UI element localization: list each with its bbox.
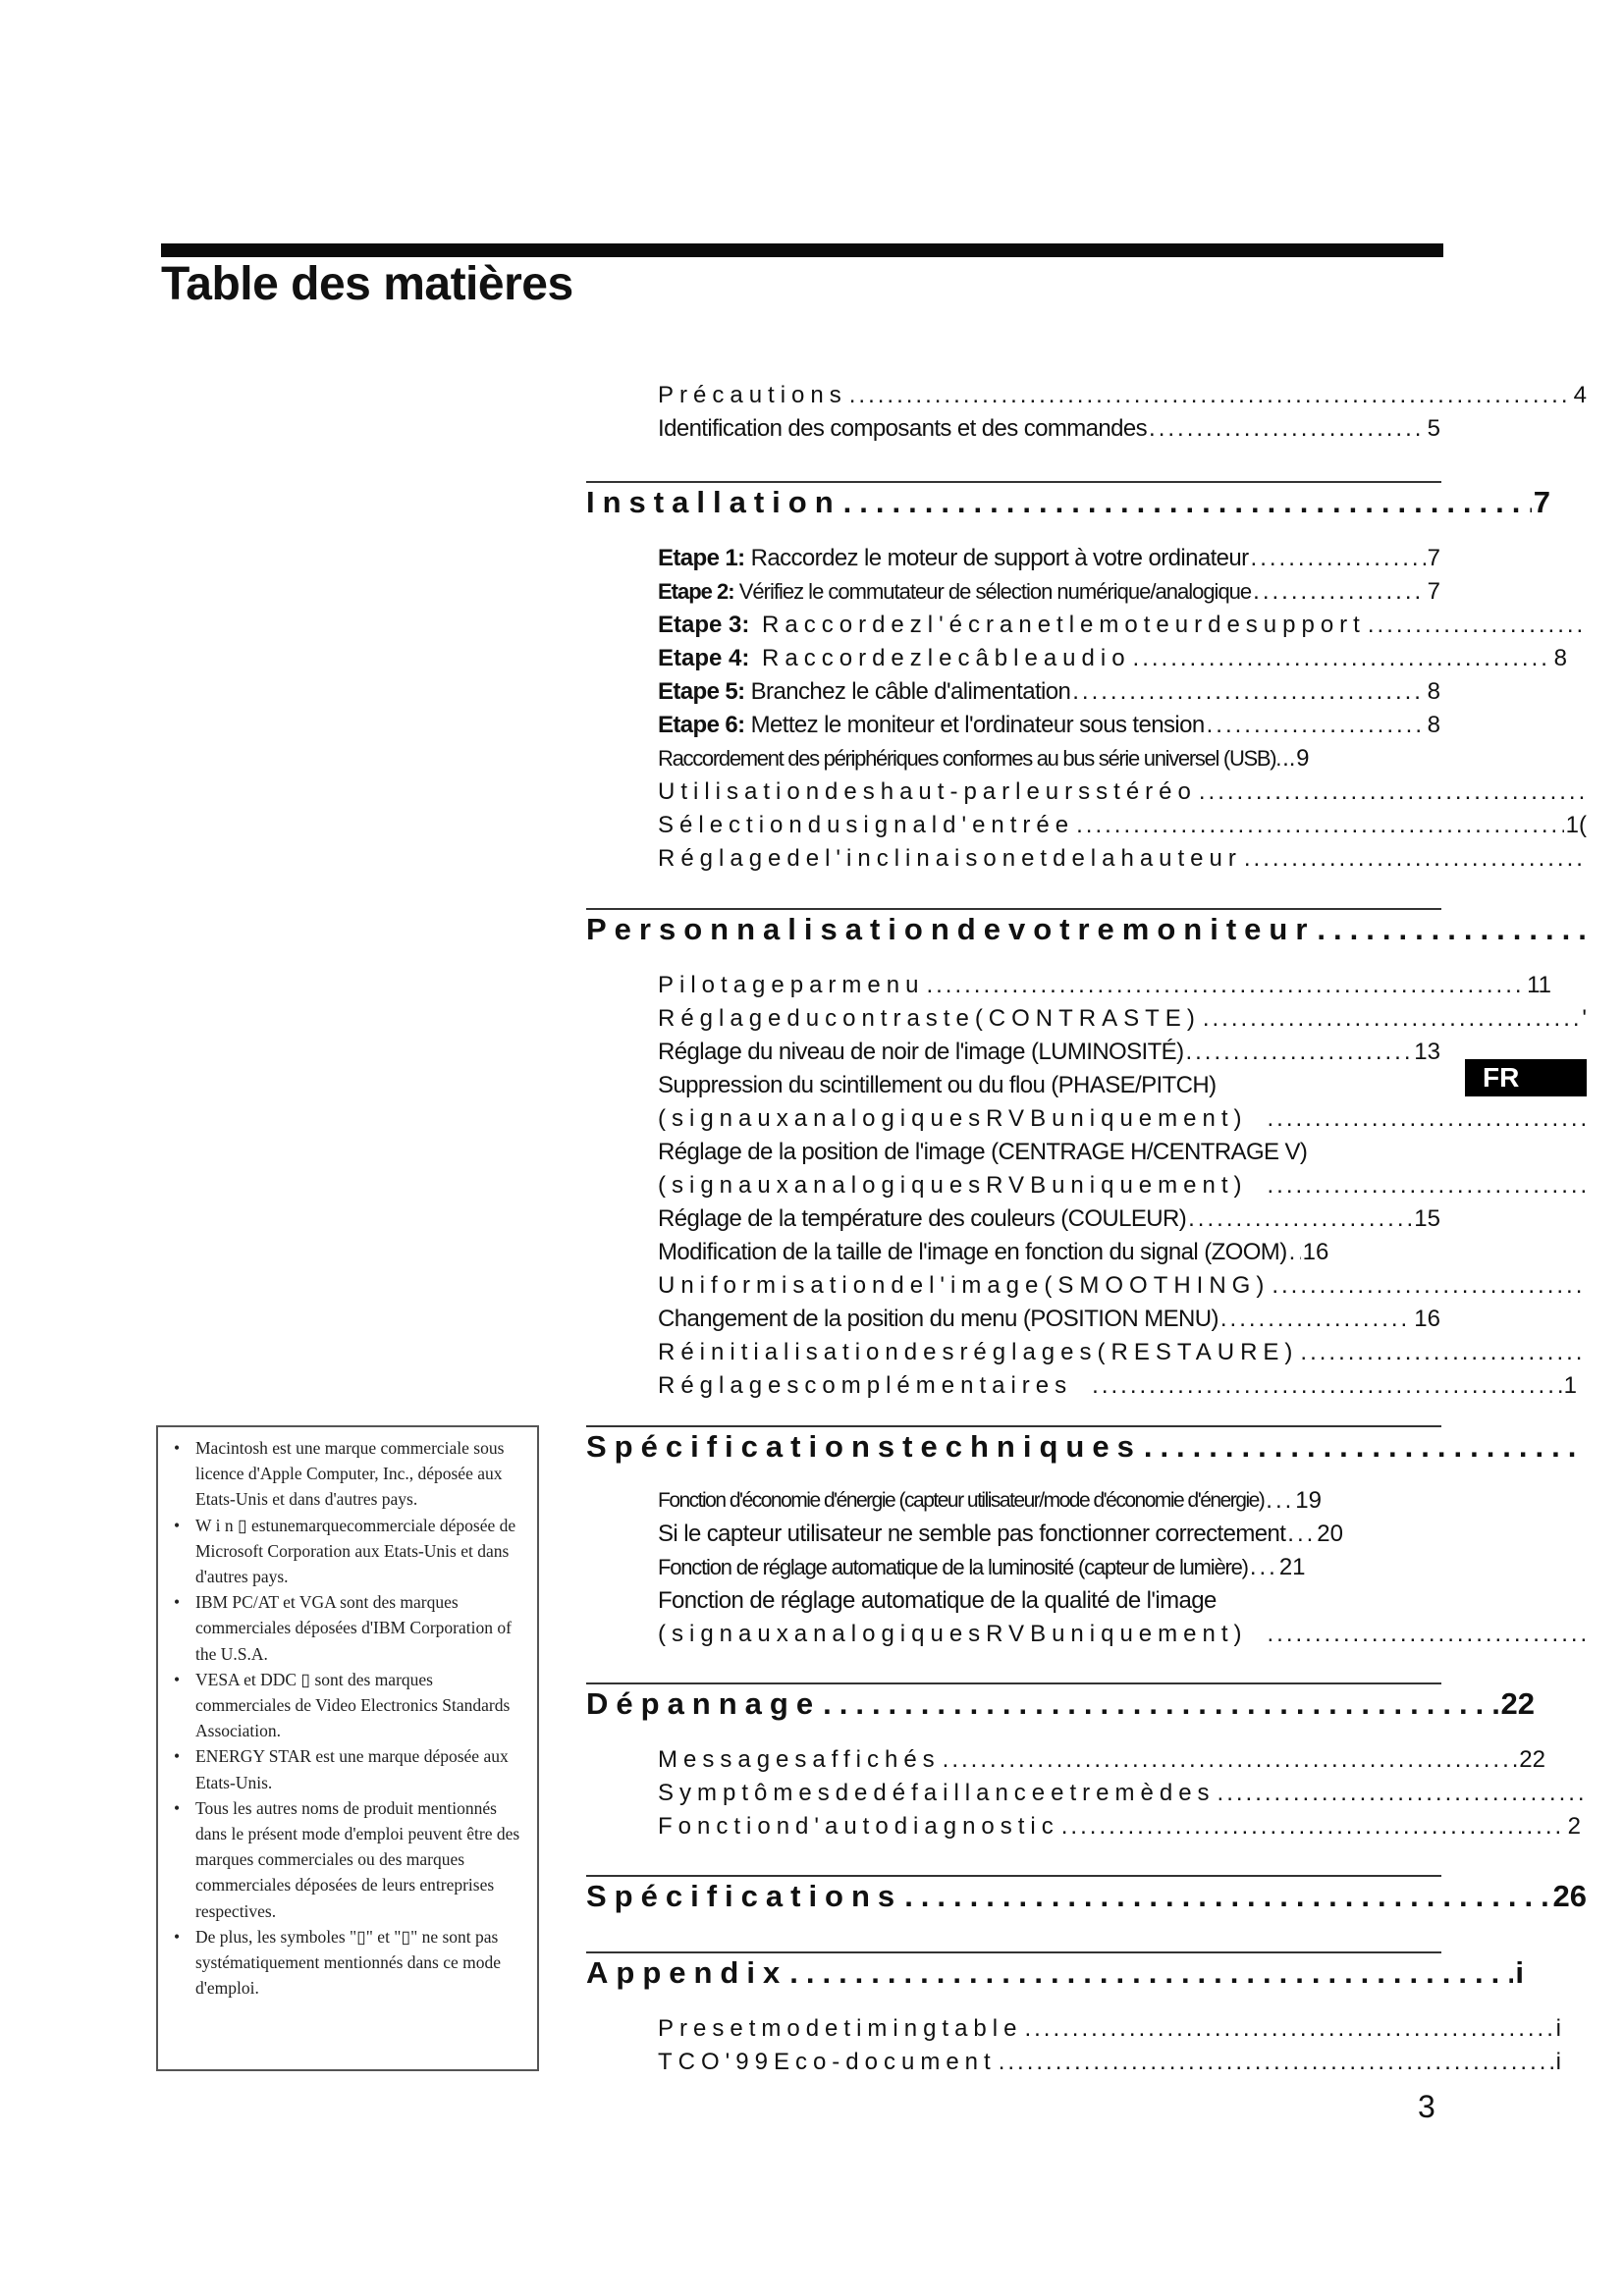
toc-section-depannage[interactable]: Dépannage ..... 22 — [586, 1682, 1535, 1724]
toc-section-personnalisation[interactable]: Personnalisationdevotremoniteur ..... — [586, 908, 1587, 949]
page-title: Table des matières — [161, 258, 573, 310]
header-rule — [161, 243, 1443, 257]
toc-entry-symptomes[interactable]: Symptômesdedéfaillanceetremèdes ..... — [658, 1777, 1587, 1810]
leader-dots — [1199, 775, 1585, 809]
toc-section-installation[interactable]: Installation ..... 7 — [586, 481, 1550, 522]
leader-dots — [1253, 575, 1425, 609]
trademark-note: • De plus, les symboles "▯" et "▯" ne sont pas systématiquement mentionnés dans ce mode d'emploi. — [170, 1924, 529, 2002]
leader-dots — [1282, 742, 1294, 775]
toc-entry-messages[interactable]: Messagesaffichés ..... 22 — [658, 1743, 1545, 1777]
trademark-note: • W i n ▯ estunemarquecommerciale déposée de Microsoft Corporation aux Etats-Unis et dans d'autres pays. — [170, 1513, 529, 1590]
leader-dots — [999, 2046, 1554, 2079]
toc-entry-phase-pitch[interactable]: Suppression du scintillement ou du flou (PHASE/PITCH) — [658, 1072, 1217, 1098]
toc-entry-identification[interactable]: Identification des composants et des commandes ..... 5 — [658, 412, 1440, 446]
leader-dots — [1133, 642, 1552, 675]
toc-entry-economie-energie[interactable]: Fonction d'économie d'énergie (capteur utilisateur/mode d'économie d'énergie) ..... 19 — [658, 1484, 1440, 1518]
toc-entry-tco99[interactable]: TCO'99Eco-document ..... i — [658, 2046, 1561, 2079]
trademark-note: • IBM PC/AT et VGA sont des marques commerciales déposées d'IBM Corporation of the U.S.A. — [170, 1589, 529, 1667]
leader-dots — [1268, 1618, 1586, 1651]
leader-dots — [1092, 1369, 1561, 1403]
leader-dots — [1220, 1303, 1412, 1336]
toc-entry-restaure[interactable]: Réinitialisationdesréglages(RESTAURE) ..... — [658, 1336, 1587, 1369]
leader-dots — [823, 1684, 1498, 1724]
leader-dots — [1251, 542, 1426, 575]
toc-entry-contraste[interactable]: Réglageducontraste(CONTRASTE) ..... ' — [658, 1002, 1587, 1036]
leader-dots — [1317, 910, 1585, 949]
leader-dots — [1072, 675, 1425, 709]
toc-entry-rvb-1[interactable]: (signauxanalogiquesRVBuniquement) ..... — [658, 1102, 1587, 1136]
leader-dots — [1207, 709, 1426, 742]
trademark-note: • Macintosh est une marque commerciale sous licence d'Apple Computer, Inc., déposée aux Etats-Unis et dans d'autres pays. — [170, 1435, 529, 1513]
toc-entry-couleur[interactable]: Réglage de la température des couleurs (COULEUR) ..... 15 — [658, 1202, 1440, 1236]
toc-entry-inclinaison[interactable]: Réglagedel'inclinaisonetdelahauteur ..... — [658, 842, 1587, 876]
leader-dots — [926, 969, 1525, 1002]
toc-entry-preset-mode[interactable]: Presetmodetimingtable ..... i — [658, 2012, 1561, 2046]
trademark-note: • VESA et DDC ▯ sont des marques commerciales de Video Electronics Standards Association. — [170, 1667, 529, 1744]
leader-dots — [1287, 1518, 1315, 1551]
leader-dots — [1250, 1551, 1277, 1584]
toc-entry-precautions[interactable]: Précautions ..... 4 — [658, 379, 1587, 412]
toc-entry-rvb-2[interactable]: (signauxanalogiquesRVBuniquement) ..... — [658, 1169, 1587, 1202]
leader-dots — [1203, 1002, 1581, 1036]
toc-section-specifications[interactable]: Spécifications ..... 26 — [586, 1875, 1587, 1916]
trademark-note: • ENERGY STAR est une marque déposée aux Etats-Unis. — [170, 1743, 529, 1794]
toc-entry-pilotage[interactable]: Pilotageparmenu ..... 11 — [658, 969, 1551, 1002]
toc-entry-etape-5[interactable]: Etape 5: Branchez le câble d'alimentation ..... 8 — [658, 675, 1440, 709]
leader-dots — [1272, 1269, 1585, 1303]
leader-dots — [1218, 1777, 1585, 1810]
leader-dots — [843, 483, 1532, 522]
leader-dots — [1268, 1169, 1586, 1202]
toc-entry-etape-1[interactable]: Etape 1: Raccordez le moteur de support à votre ordinateur ..... 7 — [658, 542, 1440, 575]
toc-entry-haut-parleurs[interactable]: Utilisationdeshaut-parleursstéréo ..... — [658, 775, 1587, 809]
toc-entry-qualite-image[interactable]: Fonction de réglage automatique de la qualité de l'image — [658, 1587, 1217, 1614]
leader-dots — [1061, 1810, 1566, 1843]
toc-entry-usb[interactable]: Raccordement des périphériques conformes au bus série universel (USB). ..... 9 — [658, 742, 1440, 775]
toc-entry-etape-2[interactable]: Etape 2: Vérifiez le commutateur de sélection numérique/analogique ..... 7 — [658, 575, 1440, 609]
toc-entry-rvb-3[interactable]: (signauxanalogiquesRVBuniquement) ..... — [658, 1618, 1587, 1651]
leader-dots — [1076, 809, 1564, 842]
toc-entry-zoom[interactable]: Modification de la taille de l'image en fonction du signal (ZOOM) ..... 16 — [658, 1236, 1440, 1269]
leader-dots — [1268, 1102, 1586, 1136]
page-number: 3 — [1418, 2089, 1435, 2124]
toc-entry-selection-signal[interactable]: Sélectiondusignald'entrée ..... 1( — [658, 809, 1587, 842]
leader-dots — [1144, 1427, 1585, 1467]
leader-dots — [1266, 1484, 1293, 1518]
leader-dots — [904, 1877, 1550, 1916]
toc-entry-complementaires[interactable]: Réglagescomplémentaires ..... 1 — [658, 1369, 1577, 1403]
leader-dots — [1024, 2012, 1553, 2046]
leader-dots — [943, 1743, 1518, 1777]
leader-dots — [1300, 1336, 1585, 1369]
trademark-note: • Tous les autres noms de produit mentionnés dans le présent mode d'emploi peuvent être des marques commerciales ou des marques commerciales déposées de leurs entreprises respectives. — [170, 1795, 529, 1924]
toc-section-specifications-techniques[interactable]: Spécificationstechniques ..... — [586, 1425, 1587, 1467]
toc-section-appendix[interactable]: Appendix ..... i — [586, 1951, 1524, 1993]
trademark-notes-box — [156, 1425, 539, 2071]
leader-dots — [1368, 609, 1585, 642]
toc-entry-centrage[interactable]: Réglage de la position de l'image (CENTRAGE H/CENTRAGE V) — [658, 1139, 1308, 1165]
leader-dots — [1244, 842, 1585, 876]
toc-entry-autodiagnostic[interactable]: Fonctiond'autodiagnostic ..... 2 — [658, 1810, 1581, 1843]
language-badge: FR — [1465, 1059, 1587, 1096]
toc-entry-position-menu[interactable]: Changement de la position du menu (POSITION MENU) ..... 16 — [658, 1303, 1440, 1336]
toc-entry-capteur-lumiere[interactable]: Fonction de réglage automatique de la luminosité (capteur de lumière) ..... 21 — [658, 1551, 1440, 1584]
leader-dots — [1185, 1036, 1412, 1069]
leader-dots — [1149, 412, 1426, 446]
toc-entry-etape-3[interactable]: Etape 3: Raccordezl'écranetlemoteurdesupport ..... — [658, 609, 1587, 642]
toc-entry-luminosite[interactable]: Réglage du niveau de noir de l'image (LUMINOSITÉ) ..... 13 — [658, 1036, 1440, 1069]
leader-dots — [789, 1953, 1513, 1993]
toc-entry-capteur-utilisateur[interactable]: Si le capteur utilisateur ne semble pas fonctionner correctement ..... 20 — [658, 1518, 1440, 1551]
leader-dots — [1289, 1236, 1301, 1269]
toc-entry-etape-6[interactable]: Etape 6: Mettez le moniteur et l'ordinateur sous tension ..... 8 — [658, 709, 1440, 742]
leader-dots — [849, 379, 1572, 412]
toc-entry-smoothing[interactable]: Uniformisationdel'image(SMOOTHING) ..... — [658, 1269, 1587, 1303]
leader-dots — [1188, 1202, 1412, 1236]
toc-entry-etape-4[interactable]: Etape 4: Raccordezlecâbleaudio ..... 8 — [658, 642, 1567, 675]
